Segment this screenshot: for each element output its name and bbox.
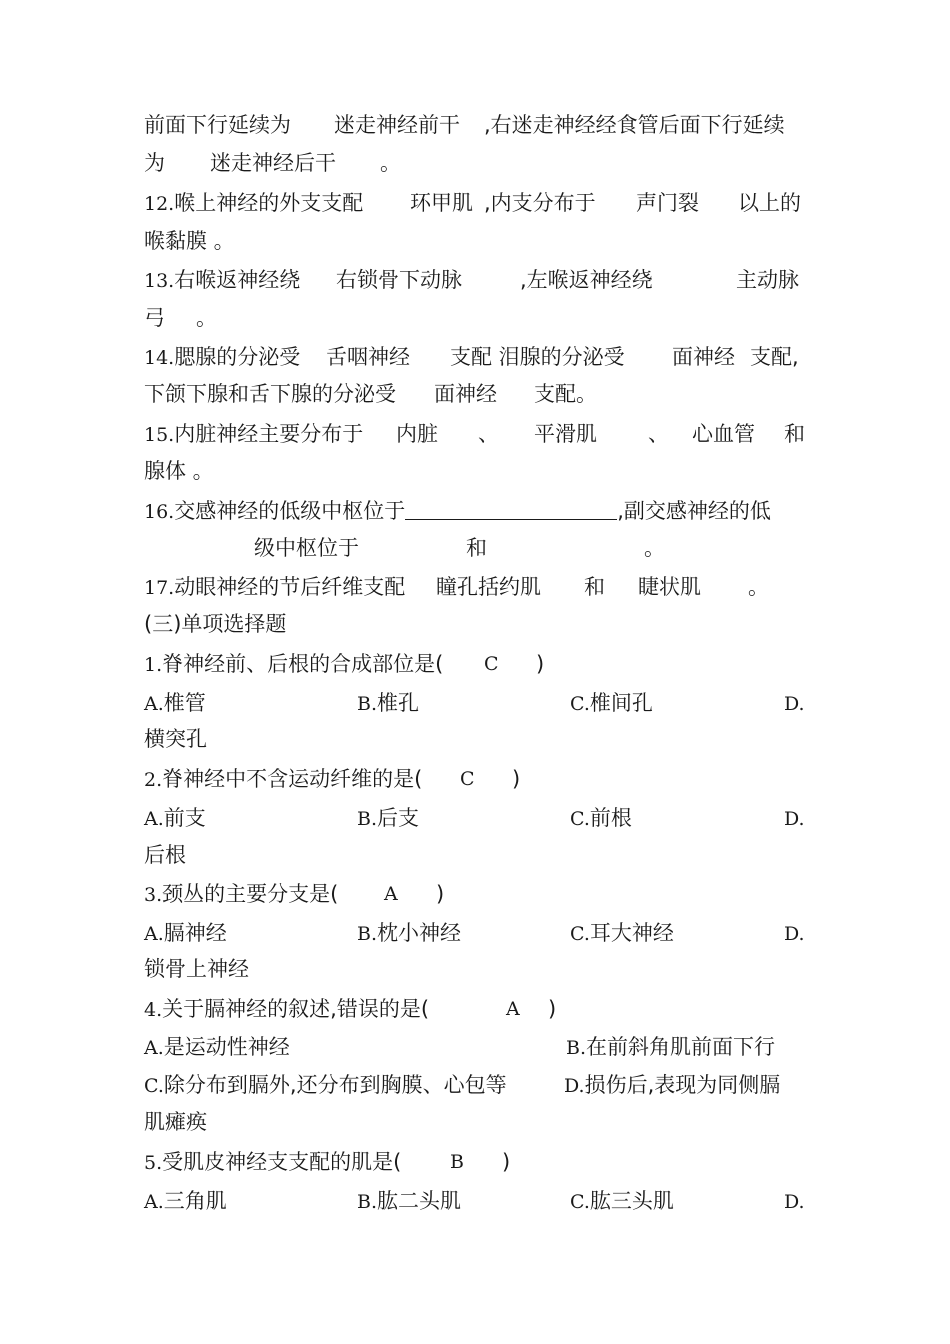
option-c: [570, 803, 632, 834]
text-segment: 。: [644, 536, 665, 560]
question-number: 5.: [144, 1152, 163, 1174]
question-number: 14.: [144, 347, 175, 369]
option-d-text: 肌瘫痪: [144, 1110, 207, 1134]
option-letter: B.: [357, 808, 378, 830]
option-letter: A.: [144, 923, 164, 945]
answer-text: 环甲肌: [410, 191, 473, 215]
section-title: (三)单项选择题: [144, 612, 287, 636]
option-letter: D.: [784, 1191, 805, 1213]
answer-text: 舌咽神经: [326, 345, 410, 369]
option-c: [570, 688, 653, 719]
text-segment: 和: [784, 422, 805, 446]
text-segment: 。: [380, 151, 401, 175]
question-14: [144, 342, 799, 373]
text-segment: ,左喉返神经绕: [520, 268, 653, 292]
mcq-stem: [144, 994, 557, 1025]
option-text: 肱二头肌: [377, 1189, 462, 1213]
option-letter: C.: [570, 923, 590, 945]
question-number: 2.: [144, 769, 163, 791]
text-segment: 喉黏膜 。: [144, 229, 235, 253]
option-text: 除分布到膈外,还分布到胸膜、心包等: [163, 1073, 507, 1097]
text-segment: 右喉返神经绕: [174, 268, 301, 292]
option-text: 前根: [589, 806, 632, 830]
text-segment: ,右迷走神经经食管后面下行延续: [484, 113, 785, 137]
option-d: [784, 688, 805, 719]
answer-letter: A: [506, 998, 520, 1020]
option-letter: A.: [144, 1037, 164, 1059]
answer-text: 面神经: [434, 382, 497, 406]
text-line: [144, 110, 785, 140]
question-number: 15.: [144, 424, 175, 446]
text-segment: 支配。: [534, 382, 597, 406]
option-b: [357, 803, 419, 834]
option-d-text: 后根: [144, 843, 186, 867]
option-d: [784, 918, 805, 949]
option-a: [144, 688, 206, 719]
closing-paren: ): [512, 767, 521, 791]
text-line: [144, 226, 235, 256]
option-letter: A.: [144, 1191, 164, 1213]
text-segment: 腺体 。: [144, 459, 214, 483]
text-segment: ,内支分布于: [484, 191, 596, 215]
answer-letter: C: [484, 653, 499, 675]
text-segment: 为: [144, 151, 165, 175]
text-segment: 支配 泪腺的分泌受: [450, 345, 625, 369]
question-number: 12.: [144, 193, 175, 215]
option-text: 椎孔: [377, 691, 420, 715]
text-segment: 交感神经的低级中枢位于: [174, 499, 406, 523]
option-letter: D.: [784, 808, 805, 830]
text-line: [144, 303, 217, 333]
question-15: [144, 419, 805, 450]
option-letter: D.: [784, 693, 805, 715]
option-letter: B.: [357, 923, 378, 945]
question-stem: 颈丛的主要分支是(: [162, 882, 339, 906]
option-d: [784, 803, 805, 834]
option-a: [144, 803, 206, 834]
option-text: 是运动性神经: [163, 1035, 290, 1059]
option-a: [144, 1186, 227, 1217]
option-a: [144, 918, 227, 949]
answer-text: 面神经: [672, 345, 735, 369]
option-c: [570, 918, 674, 949]
option-letter: C.: [570, 1191, 590, 1213]
option-letter: A.: [144, 693, 164, 715]
mcq-stem: [144, 879, 445, 910]
option-letter: C.: [570, 693, 590, 715]
option-text: 枕小神经: [377, 921, 462, 945]
question-number: 17.: [144, 577, 175, 599]
answer-text: 睫状肌: [638, 575, 701, 599]
option-d-text: 锁骨上神经: [144, 957, 249, 981]
text-segment: 。: [196, 306, 217, 330]
text-segment: 。: [748, 575, 769, 599]
question-stem: 关于膈神经的叙述,错误的是(: [162, 997, 430, 1021]
answer-text: 右锁骨下动脉: [336, 268, 462, 292]
option-c: [144, 1070, 507, 1101]
option-b: [357, 918, 461, 949]
option-letter: B.: [566, 1037, 587, 1059]
text-segment: 级中枢位于: [254, 536, 359, 560]
option-b: [566, 1032, 775, 1063]
mcq-stem: [144, 764, 521, 795]
option-letter: B.: [357, 1191, 378, 1213]
text-segment: ,副交感神经的低: [617, 499, 771, 523]
question-17: [144, 572, 769, 603]
answer-text: 主动脉: [736, 268, 799, 292]
question-16: [144, 496, 771, 527]
option-letter: B.: [357, 693, 378, 715]
answer-letter: C: [460, 768, 475, 790]
option-text: 损伤后,表现为同侧膈: [584, 1073, 781, 1097]
text-segment: 支配,: [750, 345, 799, 369]
option-letter: D.: [564, 1075, 585, 1097]
option-text: 肱三头肌: [589, 1189, 674, 1213]
answer-text: 平滑肌: [534, 422, 597, 446]
option-b: [357, 688, 419, 719]
answer-text: 心血管: [692, 422, 755, 446]
option-text: 后支: [377, 806, 420, 830]
option-text: 椎间孔: [589, 691, 653, 715]
option-text: 在前斜角肌前面下行: [586, 1035, 776, 1059]
text-line: [144, 148, 401, 178]
text-line: [144, 456, 214, 486]
text-segment: 和: [466, 536, 487, 560]
question-12: [144, 188, 801, 219]
question-stem: 脊神经中不含运动纤维的是(: [162, 767, 423, 791]
option-text: 前支: [163, 806, 206, 830]
text-segment: 前面下行延续为: [144, 113, 291, 137]
text-segment: 动眼神经的节后纤维支配: [174, 575, 406, 599]
option-d: [564, 1070, 780, 1101]
option-letter: C.: [570, 808, 590, 830]
option-text: 椎管: [163, 691, 206, 715]
option-letter: A.: [144, 808, 164, 830]
closing-paren: ): [548, 997, 557, 1021]
text-segment: 、: [478, 422, 499, 446]
answer-text: 瞳孔括约肌: [436, 575, 541, 599]
question-number: 1.: [144, 654, 163, 676]
answer-letter: A: [384, 883, 398, 905]
closing-paren: ): [502, 1150, 511, 1174]
option-text: 三角肌: [163, 1189, 227, 1213]
answer-blank: [405, 497, 617, 520]
option-letter: C.: [144, 1075, 164, 1097]
text-segment: 、: [648, 422, 669, 446]
option-text: 耳大神经: [589, 921, 674, 945]
answer-letter: B: [450, 1151, 464, 1173]
text-line: [144, 379, 597, 409]
question-stem: 脊神经前、后根的合成部位是(: [162, 652, 444, 676]
question-number: 3.: [144, 884, 163, 906]
option-letter: D.: [784, 923, 805, 945]
question-13: [144, 265, 799, 296]
closing-paren: ): [536, 652, 545, 676]
mcq-stem: [144, 1147, 511, 1178]
answer-text: 内脏: [396, 422, 438, 446]
text-segment: 下颌下腺和舌下腺的分泌受: [144, 382, 396, 406]
closing-paren: ): [436, 882, 445, 906]
question-number: 4.: [144, 999, 163, 1021]
answer-text: 迷走神经后干: [210, 151, 336, 175]
mcq-stem: [144, 649, 545, 680]
text-segment: 喉上神经的外支支配: [174, 191, 364, 215]
option-b: [357, 1186, 461, 1217]
option-text: 膈神经: [163, 921, 227, 945]
option-d: [784, 1186, 805, 1217]
answer-text: 迷走神经前干: [334, 113, 460, 137]
option-a: [144, 1032, 290, 1063]
text-segment: 和: [584, 575, 605, 599]
answer-text: 声门裂: [636, 191, 699, 215]
text-segment: 以上的: [738, 191, 801, 215]
question-number: 16.: [144, 501, 175, 523]
option-d-text: 横突孔: [144, 727, 207, 751]
text-segment: 内脏神经主要分布于: [174, 422, 364, 446]
question-stem: 受肌皮神经支支配的肌是(: [162, 1150, 402, 1174]
question-number: 13.: [144, 270, 175, 292]
text-segment: 弓: [144, 306, 165, 330]
text-segment: 腮腺的分泌受: [174, 345, 301, 369]
option-c: [570, 1186, 674, 1217]
